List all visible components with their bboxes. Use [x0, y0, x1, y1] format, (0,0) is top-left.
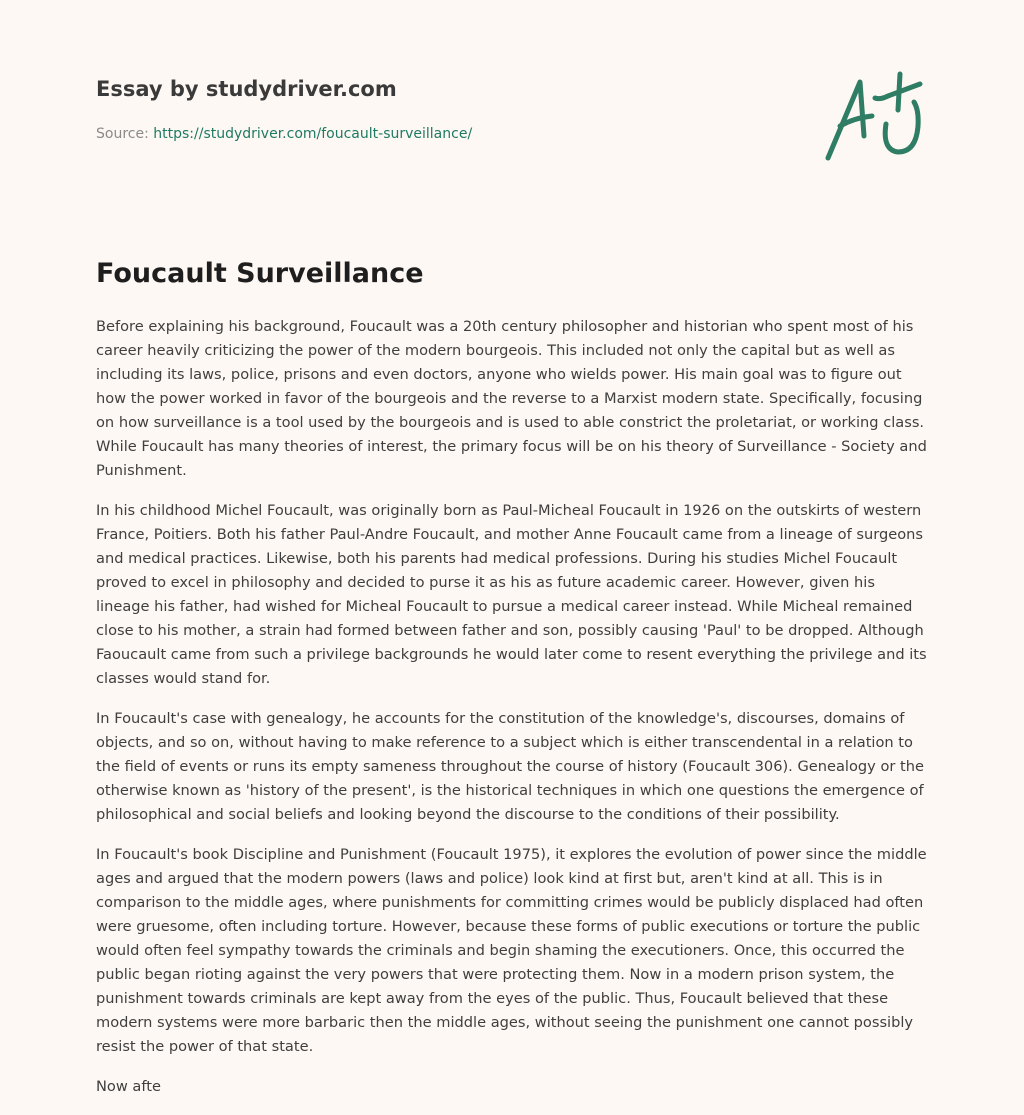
essay-paragraph: In his childhood Michel Foucault, was originally born as Paul-Micheal Foucault in 1926 on the outskirts of western France, Poitiers. Both his father Paul-Andre Foucault, and mother Anne Foucault came from a lineage of surgeons and medical practices. Likewise, both his parents had medical professions. During his studies Michel Foucault proved to excel in philosophy and decided to purse it as his as future academic career. However, given his lineage his father, had wished for Micheal Foucault to pursue a medical career instead. While Micheal remained close to his mother, a strain had formed between father and son, possibly causing 'Paul' to be dropped. Although Faoucault came from such a privilege backgrounds he would later come to resent everything the privilege and its classes would stand for.	[96, 502, 927, 687]
essay-paragraph-truncated: Now afte	[96, 1078, 161, 1095]
essay-paragraph: In Foucault's case with genealogy, he accounts for the constitution of the knowledge's, discourses, domains of objects, and so on, without having to make reference to a subject which is either transcendental in a relation to the field of events or runs its empty sameness throughout the course of history (Foucault 306). Genealogy or the otherwise known as 'history of the present', is the historical techniques in which one questions the emergence of philosophical and social beliefs and looking beyond the discourse to the conditions of their possibility.	[96, 710, 924, 823]
source-link[interactable]: https://studydriver.com/foucault-surveillance/	[153, 126, 473, 142]
essay-paragraph: In Foucault's book Discipline and Punishment (Foucault 1975), it explores the evolution of power since the middle ages and argued that the modern powers (laws and police) look kind at first but, aren't kind at all. This is in comparison to the middle ages, where punishments for committing crimes would be publicly displaced had often were gruesome, often including torture. However, because these forms of public executions or torture the public would often feel sympathy towards the criminals and begin shaming the executioners. Once, this occurred the public began rioting against the very powers that were protecting them. Now in a modern prison system, the punishment towards criminals are kept away from the eyes of the public. Thus, Foucault believed that these modern systems were more barbaric then the middle ages, without seeing the punishment one cannot possibly resist the power of that state.	[96, 846, 927, 1055]
source-line	[96, 124, 796, 144]
brand-title: Essay by studydriver.com	[96, 77, 397, 101]
source-label: Source:	[96, 126, 149, 142]
essay-body	[96, 315, 932, 1115]
essay-title: Foucault Surveillance	[96, 258, 424, 289]
page-header	[96, 74, 796, 144]
a-plus-logo-icon	[820, 66, 930, 166]
essay-paragraph: Before explaining his background, Foucault was a 20th century philosopher and historian who spent most of his career heavily criticizing the power of the modern bourgeois. This included not only the capital but as well as including its laws, police, prisons and even doctors, anyone who wields power. His main goal was to figure out how the power worked in favor of the bourgeois and the reverse to a Marxist modern state. Specifically, focusing on how surveillance is a tool used by the bourgeois and is used to able constrict the proletariat, or working class. While Foucault has many theories of interest, the primary focus will be on his theory of Surveillance - Society and Punishment.	[96, 318, 927, 479]
